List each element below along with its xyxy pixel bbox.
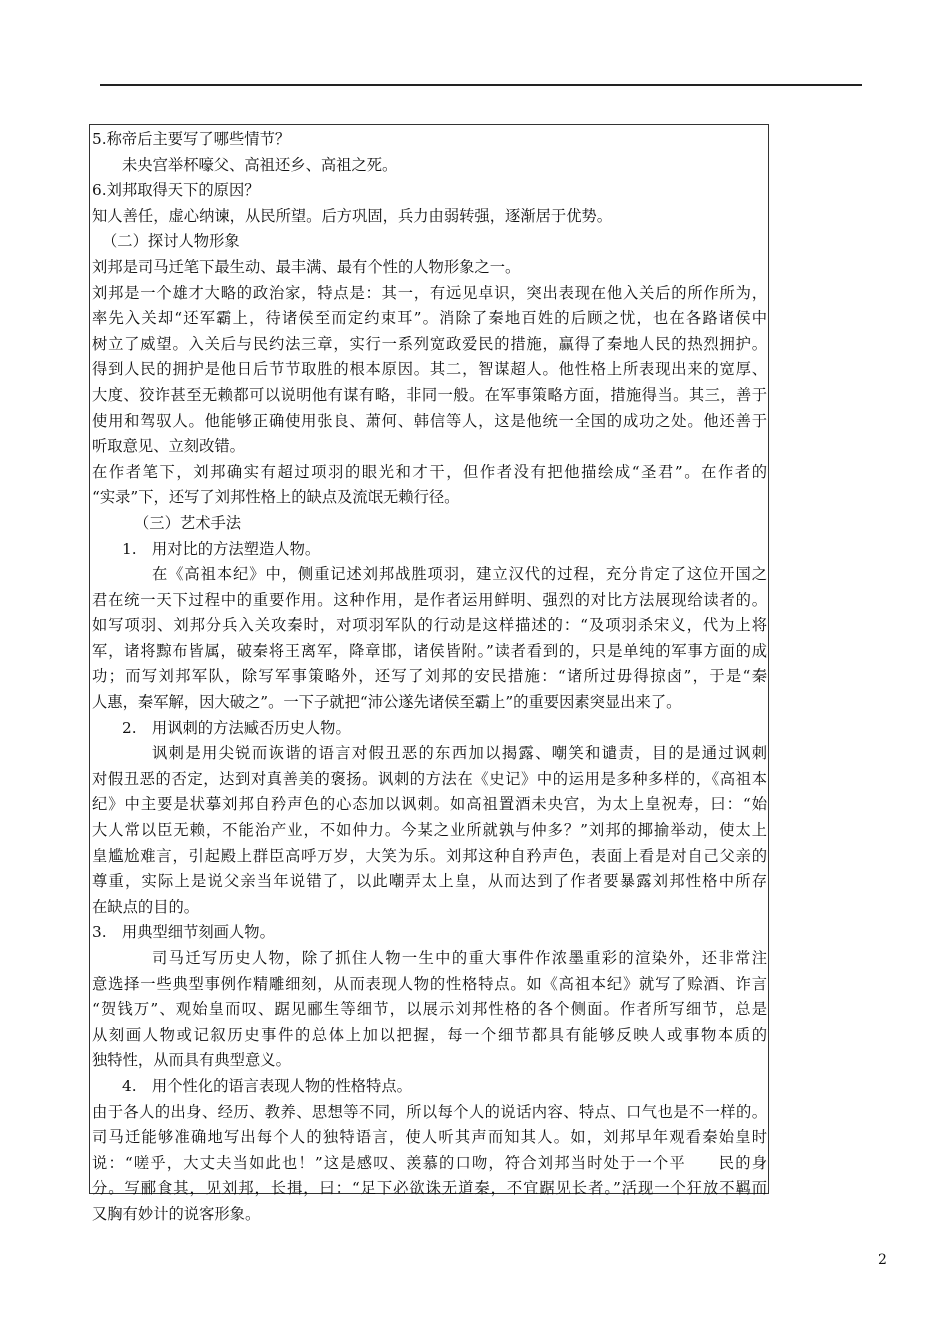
paragraph-line: 君在统一天下过程中的重要作用。这种作用，是作者运用鲜明、强烈的对比方法展现给读者的。 [92, 590, 767, 609]
paragraph-line: 从刻画人物或记叙历史事件的总体上加以把握，每一个细节都具有能够反映人或事物本质的 [92, 1025, 767, 1044]
list-item-heading: 3. 用典型细节刻画人物。 [92, 923, 275, 942]
paragraph-line: 大度、狡诈甚至无赖都可以说明他有谋有略，非同一般。在军事策略方面，措施得当。其三，善于 [92, 385, 767, 404]
paragraph-line: 独特性，从而具有典型意义。 [92, 1051, 291, 1070]
paragraph-line: 树立了威望。入关后与民约法三章，实行一系列宽政爱民的措施，赢得了秦地人民的热烈拥护。 [92, 334, 767, 353]
paragraph-line: 刘邦是司马迁笔下最生动、最丰满、最有个性的人物形象之一。 [92, 257, 521, 276]
content-table-cell [89, 124, 769, 1223]
paragraph-line: 大人常以臣无赖，不能治产业，不如仲力。今某之业所就孰与仲多？”刘邦的揶揄举动，使太上 [92, 821, 767, 840]
question-5: 5.称帝后主要写了哪些情节？ [92, 130, 291, 148]
section-heading-3: （三）艺术手法 [134, 513, 242, 532]
paragraph-line: 分。写郦食其，见刘邦，长揖，曰：“足下必欲诛无道秦，不宜踞见长者。”活现一个狂放不羁而 [92, 1179, 767, 1198]
paragraph-line: 皇尴尬难言，引起殿上群臣高呼万岁，大笑为乐。刘邦这种自矜声色，表面上看是对自己父亲的 [92, 846, 767, 865]
paragraph-line: 使用和驾驭人。他能够正确使用张良、萧何、韩信等人，这是他统一全国的成功之处。他还善于 [92, 411, 767, 430]
answer-6: 知人善任，虚心纳谏，从民所望。后方巩固，兵力由弱转强，逐渐居于优势。 [92, 206, 613, 225]
list-item-heading: 1. 用对比的方法塑造人物。 [122, 539, 321, 558]
paragraph-line: 由于各人的出身、经历、教养、思想等不同，所以每个人的说话内容、特点、口气也是不一样的。 [92, 1102, 767, 1121]
paragraph-line: 如写项羽、刘邦分兵入关攻秦时，对项羽军队的行动是这样描述的：“及项羽杀宋义，代为上将 [92, 616, 767, 635]
paragraph-line: 在《高祖本纪》中，侧重记述刘邦战胜项羽，建立汉代的过程，充分肯定了这位开国之 [152, 565, 767, 584]
answer-5: 未央宫举杯嚎父、高祖还乡、高祖之死。 [122, 155, 398, 174]
paragraph-line: 对假丑恶的否定，达到对真善美的褒扬。讽刺的方法在《史记》中的运用是多种多样的，《高祖本 [92, 769, 767, 788]
paragraph-line: 又胸有妙计的说客形象。 [92, 1204, 261, 1223]
section-heading-2: （二）探讨人物形象 [102, 232, 240, 251]
paragraph-line: 司马迁能够准确地写出每个人的独特语言，使人听其声而知其人。如，刘邦早年观看秦始皇时 [92, 1128, 767, 1147]
paragraph-line: 得到人民的拥护是他日后节节取胜的根本原因。其二，智谋超人。他性格上所表现出来的宽厚、 [92, 360, 767, 379]
paragraph-line: 人惠，秦军解，因大破之”。一下子就把“沛公遂先诸侯至霸上”的重要因素突显出来了。 [92, 693, 682, 712]
list-item-heading: 4. 用个性化的语言表现人物的性格特点。 [122, 1076, 412, 1095]
paragraph-line: 在作者笔下，刘邦确实有超过项羽的眼光和才干，但作者没有把他描绘成“圣君”。在作者的 [92, 462, 767, 481]
paragraph-line: “贺钱万”、观始皇而叹、踞见郦生等细节，以展示刘邦性格的各个侧面。作者所写细节，总是 [92, 1000, 767, 1019]
list-item-heading: 2. 用讽刺的方法臧否历史人物。 [122, 718, 351, 737]
paragraph-line: 功；而写刘邦军队，除写军事策略外，还写了刘邦的安民措施：“诸所过毋得掠卤”，于是“秦 [92, 667, 767, 686]
paragraph-line: “实录”下，还写了刘邦性格上的缺点及流氓无赖行径。 [92, 488, 460, 507]
paragraph-line: 司马迁写历史人物，除了抓住人物一生中的重大事件作浓墨重彩的渲染外，还非常注 [152, 949, 767, 967]
paragraph-line: 率先入关却“还军霸上，待诸侯至而定约束耳”。消除了秦地百姓的后顾之忧，也在各路诸侯中 [92, 309, 767, 328]
paragraph-line: 在缺点的目的。 [92, 897, 200, 916]
paragraph-line: 刘邦是一个雄才大略的政治家，特点是：其一，有远见卓识，突出表现在他入关后的所作所为， [92, 283, 767, 302]
paragraph-line: 尊重，实际上是说父亲当年说错了，以此嘲弄太上皇，从而达到了作者要暴露刘邦性格中所存 [92, 872, 767, 891]
paragraph-line: 说：“嗟乎，大丈夫当如此也！”这是感叹、羡慕的口吻，符合刘邦当时处于一个平 民的身 [92, 1153, 767, 1172]
paragraph-line: 意选择一些典型事例作精雕细刻，从而表现人物的性格特点。如《高祖本纪》就写了赊酒、诈言 [92, 974, 767, 993]
header-rule [100, 84, 862, 86]
paragraph-line: 听取意见、立刻改错。 [92, 437, 245, 456]
paragraph-line: 纪》中主要是状摹刘邦自矜声色的心态加以讽刺。如高祖置酒未央宫，为太上皇祝寿，曰：“始 [92, 795, 767, 814]
paragraph-line: 军，诸将黥布皆属，破秦将王离军，降章邯，诸侯皆附。”读者看到的，只是单纯的军事方面的成 [92, 641, 767, 660]
paragraph-line: 讽刺是用尖锐而诙谐的语言对假丑恶的东西加以揭露、嘲笑和谴责，目的是通过讽刺 [152, 744, 767, 763]
question-6: 6.刘邦取得天下的原因？ [92, 181, 260, 200]
page-number: 2 [878, 1252, 887, 1268]
